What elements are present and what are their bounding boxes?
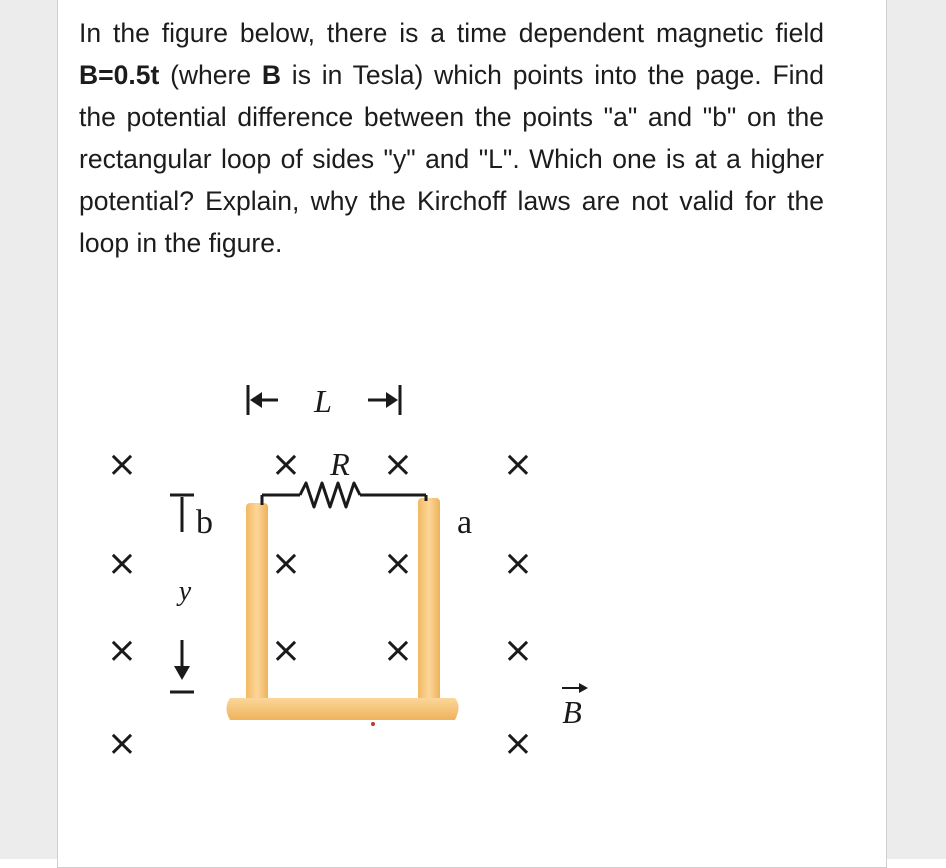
question-text [79, 12, 824, 264]
field-cross: × [270, 543, 302, 584]
label-L: L [314, 383, 332, 419]
question-part-2: (where [159, 60, 262, 90]
field-cross: × [382, 543, 414, 584]
field-cross: × [382, 630, 414, 671]
length-dimension [248, 383, 400, 419]
label-b: b [196, 504, 213, 541]
height-dimension [170, 495, 194, 692]
field-cross: × [106, 543, 138, 584]
bottom-bar [227, 698, 459, 720]
field-cross: × [502, 723, 534, 764]
label-a: a [457, 504, 473, 541]
right-rail [418, 498, 440, 713]
left-rail [246, 503, 268, 713]
question-part-1: In the figure below, there is a time dependent magnetic field [79, 18, 824, 48]
field-cross: × [502, 444, 534, 485]
field-cross: × [106, 444, 138, 485]
question-part-3: is in Tesla) which points into the page. Find the potential difference between the points "a" and "b" on the rectangular loop of sides "y" and "L". Which one is at a higher potential? Explain, why the Kirchoff laws are not valid for the loop in the figure. [79, 60, 824, 258]
circuit-figure [90, 370, 650, 810]
field-cross: × [106, 723, 138, 764]
label-B: B [562, 694, 582, 730]
field-cross: × [502, 543, 534, 584]
label-y: y [178, 576, 192, 607]
conductor-loop [227, 483, 459, 726]
b-symbol: B [261, 60, 282, 90]
field-cross: × [382, 444, 414, 485]
resistor [300, 483, 360, 507]
field-vector-label [562, 683, 588, 730]
field-expression: B=0.5t [79, 60, 160, 90]
label-R: R [330, 446, 350, 482]
field-cross: × [106, 630, 138, 671]
field-cross: × [502, 630, 534, 671]
field-cross: × [270, 444, 302, 485]
field-cross: × [270, 630, 302, 671]
